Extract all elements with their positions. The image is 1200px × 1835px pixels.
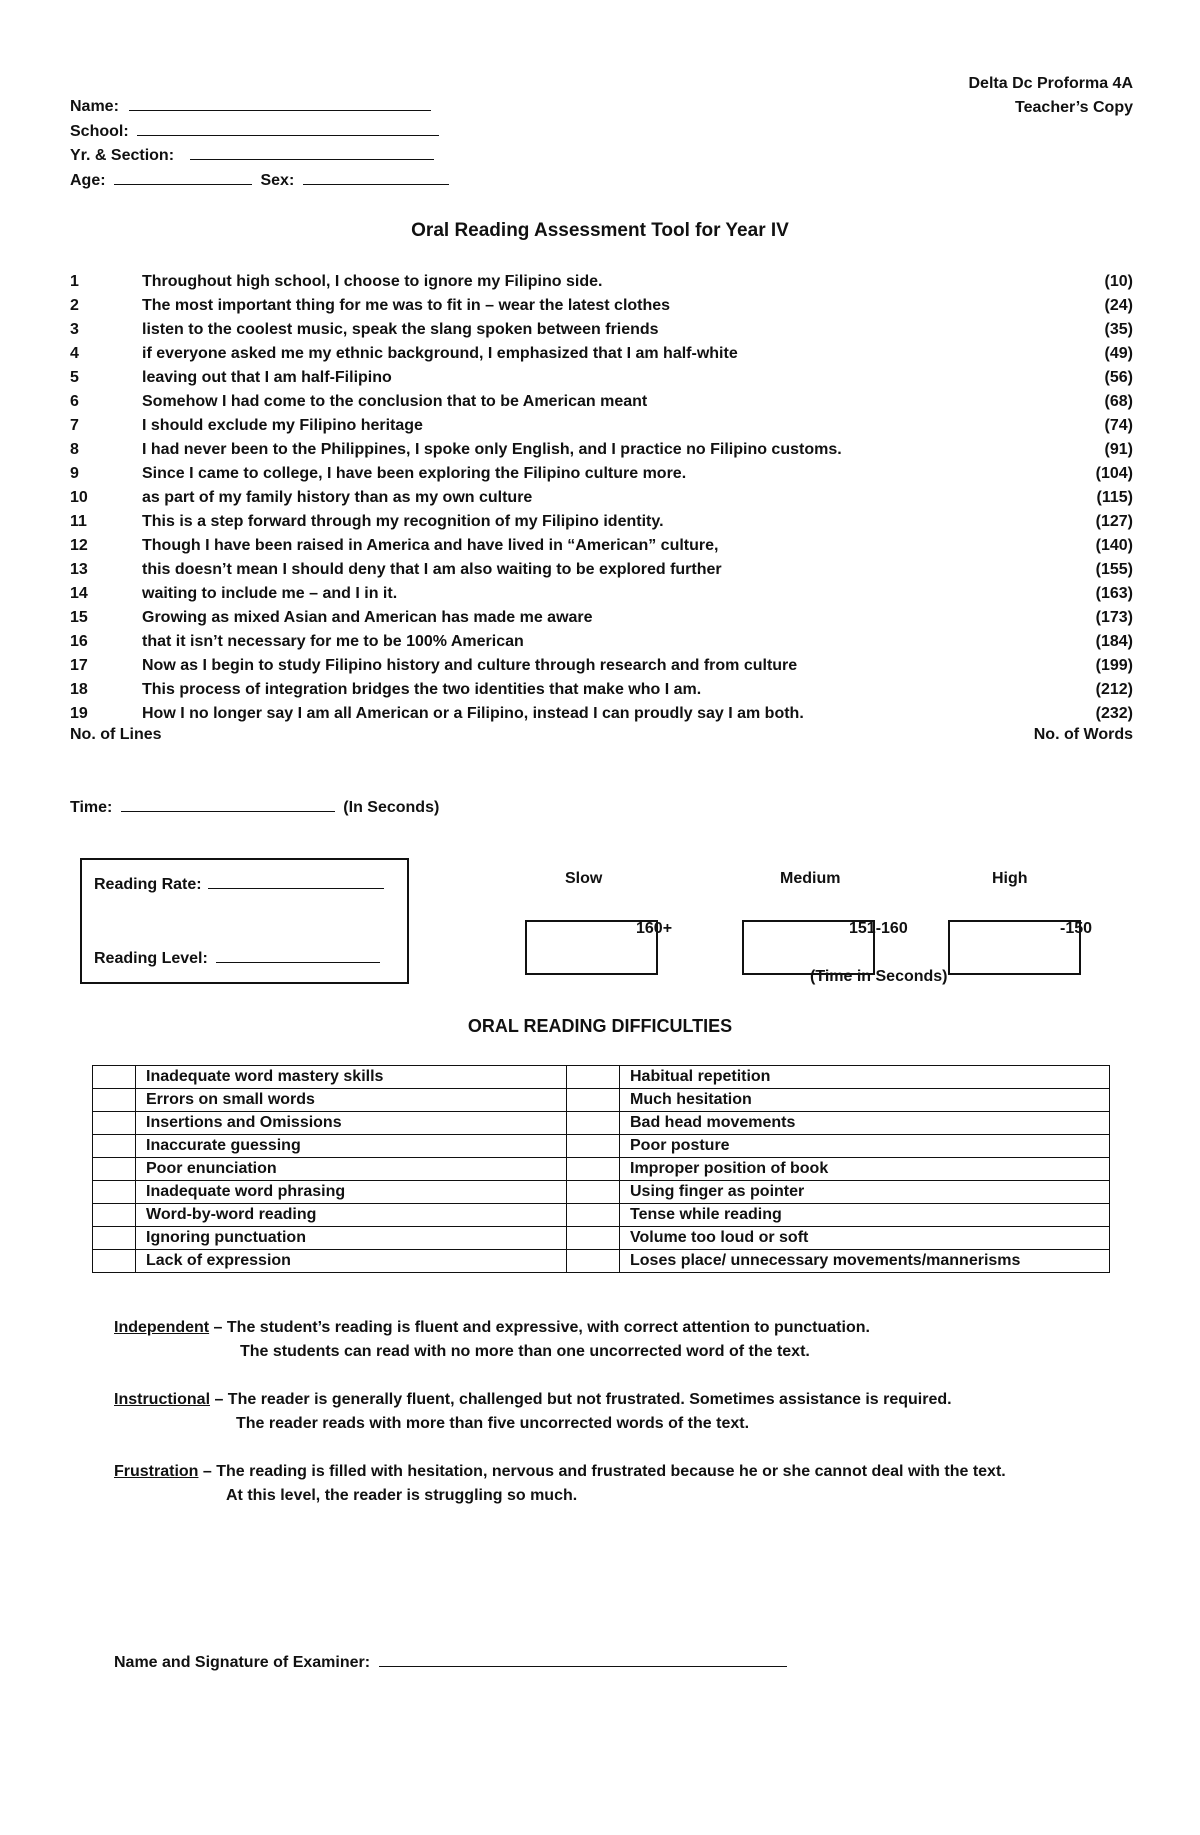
passage-line: [70, 702, 1133, 726]
difficulty-row: [93, 1227, 1110, 1250]
difficulty-label-left: Word-by-word reading: [136, 1204, 567, 1227]
scale-medium-label: Medium: [780, 870, 841, 887]
difficulty-label-right: Much hesitation: [620, 1089, 1110, 1112]
passage-line: [70, 318, 1133, 342]
line-text: as part of my family history than as my own culture: [142, 489, 533, 506]
word-count: (68): [1104, 393, 1133, 410]
scale-slow-label: Slow: [565, 870, 603, 887]
word-count: (163): [1095, 585, 1133, 602]
difficulty-label-left: Lack of expression: [136, 1250, 567, 1273]
frustration-line1: – The reading is filled with hesitation, nervous and frustrated because he or she cannot deal with the text.: [198, 1463, 1006, 1480]
independent-line2: The students can read with no more than one uncorrected word of the text.: [240, 1343, 810, 1360]
passage-line: [70, 294, 1133, 318]
reading-rate-box: [80, 858, 409, 984]
scale-high-value: -150: [1060, 920, 1093, 937]
line-text: waiting to include me – and I in it.: [142, 585, 398, 602]
difficulty-checkbox-right[interactable]: [567, 1089, 620, 1112]
difficulty-checkbox-left[interactable]: [93, 1158, 136, 1181]
word-count: (232): [1095, 705, 1133, 722]
difficulty-label-right: Tense while reading: [620, 1204, 1110, 1227]
line-text: Since I came to college, I have been exploring the Filipino culture more.: [142, 465, 687, 482]
word-count: (10): [1104, 273, 1133, 290]
line-number: 12: [70, 537, 88, 554]
instructional-term: Instructional: [114, 1391, 211, 1408]
difficulty-label-right: Loses place/ unnecessary movements/mannerisms: [620, 1250, 1110, 1273]
reading-passage: [70, 270, 1133, 726]
line-number: 16: [70, 633, 88, 650]
passage-line: [70, 606, 1133, 630]
form-code: Delta Dc Proforma 4A: [968, 75, 1133, 92]
line-number: 4: [70, 345, 79, 362]
student-info: [70, 95, 449, 193]
name-field[interactable]: [129, 96, 431, 111]
instructional-definition: [114, 1388, 952, 1436]
line-text: leaving out that I am half-Filipino: [142, 369, 392, 386]
line-number: 10: [70, 489, 88, 506]
line-number: 5: [70, 369, 79, 386]
sex-label: Sex:: [260, 171, 295, 189]
line-number: 14: [70, 585, 88, 602]
line-text: I had never been to the Philippines, I spoke only English, and I practice no Filipino customs.: [142, 441, 842, 458]
word-count: (115): [1096, 489, 1133, 506]
difficulty-label-right: Improper position of book: [620, 1158, 1110, 1181]
passage-line: [70, 486, 1133, 510]
difficulty-checkbox-right[interactable]: [567, 1181, 620, 1204]
difficulty-label-right: Using finger as pointer: [620, 1181, 1110, 1204]
time-label: Time:: [70, 799, 113, 816]
name-label: Name:: [70, 98, 119, 115]
word-count: (24): [1104, 297, 1133, 314]
age-field[interactable]: [114, 170, 252, 185]
difficulty-label-left: Inadequate word phrasing: [136, 1181, 567, 1204]
examiner-signature-field[interactable]: [379, 1652, 787, 1667]
line-number: 18: [70, 681, 88, 698]
difficulty-checkbox-left[interactable]: [93, 1204, 136, 1227]
line-number: 2: [70, 297, 79, 314]
difficulty-checkbox-left[interactable]: [93, 1135, 136, 1158]
age-sex-row: [70, 169, 449, 194]
difficulty-checkbox-right[interactable]: [567, 1112, 620, 1135]
frustration-line2: At this level, the reader is struggling so much.: [226, 1487, 578, 1504]
line-number: 13: [70, 561, 88, 578]
line-number: 19: [70, 705, 88, 722]
word-count: (104): [1095, 465, 1133, 482]
sex-field[interactable]: [303, 170, 449, 185]
difficulties-table: [92, 1065, 1110, 1273]
word-count: (155): [1095, 561, 1133, 578]
passage-line: [70, 342, 1133, 366]
difficulty-row: [93, 1112, 1110, 1135]
difficulty-checkbox-right[interactable]: [567, 1250, 620, 1273]
line-text: How I no longer say I am all American or a Filipino, instead I can proudly say I am both.: [142, 705, 804, 722]
passage-line: [70, 510, 1133, 534]
difficulty-label-left: Errors on small words: [136, 1089, 567, 1112]
school-row: [70, 120, 449, 145]
time-field[interactable]: [121, 797, 335, 812]
difficulty-row: [93, 1135, 1110, 1158]
line-number: 17: [70, 657, 88, 674]
word-count: (199): [1095, 657, 1133, 674]
line-number: 7: [70, 417, 79, 434]
passage-line: [70, 558, 1133, 582]
difficulty-checkbox-left[interactable]: [93, 1066, 136, 1089]
line-text: This process of integration bridges the two identities that make who I am.: [142, 681, 702, 698]
passage-line: [70, 390, 1133, 414]
passage-line: [70, 438, 1133, 462]
time-row: [70, 797, 439, 817]
word-count: (173): [1095, 609, 1133, 626]
instructional-line2: The reader reads with more than five uncorrected words of the text.: [236, 1415, 750, 1432]
word-count: (35): [1104, 321, 1133, 338]
line-text: listen to the coolest music, speak the slang spoken between friends: [142, 321, 659, 338]
reading-level-label: Reading Level:: [94, 950, 208, 967]
school-field[interactable]: [137, 121, 439, 136]
copy-type: Teacher’s Copy: [1015, 99, 1133, 116]
passage-line: [70, 630, 1133, 654]
words-count-label: No. of Words: [1033, 726, 1133, 743]
reading-level-field[interactable]: [216, 948, 380, 963]
examiner-row: [114, 1652, 787, 1672]
passage-line: [70, 678, 1133, 702]
passage-line: [70, 582, 1133, 606]
word-count: (212): [1095, 681, 1133, 698]
difficulty-checkbox-left[interactable]: [93, 1112, 136, 1135]
line-number: 15: [70, 609, 88, 626]
difficulty-row: [93, 1204, 1110, 1227]
difficulty-label-right: Bad head movements: [620, 1112, 1110, 1135]
independent-term: Independent: [114, 1319, 210, 1336]
passage-line: [70, 654, 1133, 678]
time-unit: (In Seconds): [343, 799, 440, 816]
name-row: [70, 95, 449, 120]
line-number: 9: [70, 465, 79, 482]
difficulty-checkbox-left[interactable]: [93, 1227, 136, 1250]
difficulty-label-left: Ignoring punctuation: [136, 1227, 567, 1250]
difficulty-checkbox-left[interactable]: [93, 1181, 136, 1204]
instructional-line1: – The reader is generally fluent, challenged but not frustrated. Sometimes assistance is required.: [210, 1391, 952, 1408]
difficulty-label-right: Volume too loud or soft: [620, 1227, 1110, 1250]
line-number: 3: [70, 321, 79, 338]
passage-line: [70, 366, 1133, 390]
word-count: (184): [1095, 633, 1133, 650]
difficulty-label-right: Habitual repetition: [620, 1066, 1110, 1089]
line-text: The most important thing for me was to fit in – wear the latest clothes: [142, 297, 671, 314]
passage-lines: [70, 270, 1133, 726]
line-text: Though I have been raised in America and have lived in “American” culture,: [142, 537, 719, 554]
difficulty-row: [93, 1250, 1110, 1273]
examiner-label: Name and Signature of Examiner:: [114, 1654, 371, 1671]
page-title: Oral Reading Assessment Tool for Year IV: [411, 220, 789, 241]
word-count: (74): [1104, 417, 1133, 434]
difficulty-row: [93, 1181, 1110, 1204]
section-row: [70, 144, 449, 169]
line-text: I should exclude my Filipino heritage: [142, 417, 423, 434]
difficulty-checkbox-right[interactable]: [567, 1066, 620, 1089]
scale-high-label: High: [992, 870, 1028, 887]
independent-definition: [114, 1316, 870, 1364]
line-number: 6: [70, 393, 79, 410]
passage-line: [70, 270, 1133, 294]
difficulty-label-left: Insertions and Omissions: [136, 1112, 567, 1135]
school-label: School:: [70, 122, 129, 140]
reading-rate-row: [94, 874, 384, 894]
passage-line: [70, 462, 1133, 486]
lines-count-label: No. of Lines: [70, 726, 162, 743]
line-text: Throughout high school, I choose to ignore my Filipino side.: [142, 273, 603, 290]
difficulties-title: ORAL READING DIFFICULTIES: [467, 1016, 733, 1036]
difficulty-row: [93, 1158, 1110, 1181]
line-text: Now as I begin to study Filipino history and culture through research and from culture: [142, 657, 798, 674]
passage-line: [70, 414, 1133, 438]
line-text: Somehow I had come to the conclusion that to be American meant: [142, 393, 648, 410]
difficulty-checkbox-left[interactable]: [93, 1250, 136, 1273]
line-text: This is a step forward through my recognition of my Filipino identity.: [142, 513, 664, 530]
difficulty-label-right: Poor posture: [620, 1135, 1110, 1158]
reading-rate-label: Reading Rate:: [94, 876, 202, 893]
line-text: this doesn’t mean I should deny that I am also waiting to be explored further: [142, 561, 722, 578]
word-count: (140): [1095, 537, 1133, 554]
difficulty-label-left: Inadequate word mastery skills: [136, 1066, 567, 1089]
line-number: 1: [70, 273, 79, 290]
difficulty-row: [93, 1089, 1110, 1112]
difficulty-checkbox-right[interactable]: [567, 1158, 620, 1181]
age-label: Age:: [70, 171, 106, 189]
line-number: 11: [70, 513, 87, 530]
word-count: (56): [1104, 369, 1133, 386]
independent-line1: – The student’s reading is fluent and expressive, with correct attention to punctuation.: [209, 1319, 870, 1336]
difficulty-checkbox-right[interactable]: [567, 1204, 620, 1227]
difficulty-label-left: Poor enunciation: [136, 1158, 567, 1181]
line-number: 8: [70, 441, 79, 458]
reading-rate-field[interactable]: [208, 874, 384, 889]
passage-line: [70, 534, 1133, 558]
scale-medium-value: 151-160: [849, 920, 908, 937]
frustration-term: Frustration: [114, 1463, 199, 1480]
section-field[interactable]: [190, 145, 434, 160]
line-text: Growing as mixed Asian and American has made me aware: [142, 609, 593, 626]
frustration-definition: [114, 1460, 1006, 1508]
difficulty-checkbox-left[interactable]: [93, 1089, 136, 1112]
difficulty-row: [93, 1066, 1110, 1089]
word-count: (127): [1095, 513, 1133, 530]
section-label: Yr. & Section:: [70, 147, 175, 164]
line-text: that it isn’t necessary for me to be 100% American: [142, 633, 524, 650]
word-count: (49): [1104, 345, 1133, 362]
word-count: (91): [1104, 441, 1133, 458]
line-text: if everyone asked me my ethnic background, I emphasized that I am half-white: [142, 345, 738, 362]
reading-level-row: [94, 948, 380, 968]
scale-slow-value: 160+: [636, 920, 673, 937]
form-header: [969, 72, 1134, 120]
difficulty-checkbox-right[interactable]: [567, 1135, 620, 1158]
difficulty-checkbox-right[interactable]: [567, 1227, 620, 1250]
scale-time-note: (Time in Seconds): [810, 968, 948, 985]
difficulty-label-left: Inaccurate guessing: [136, 1135, 567, 1158]
